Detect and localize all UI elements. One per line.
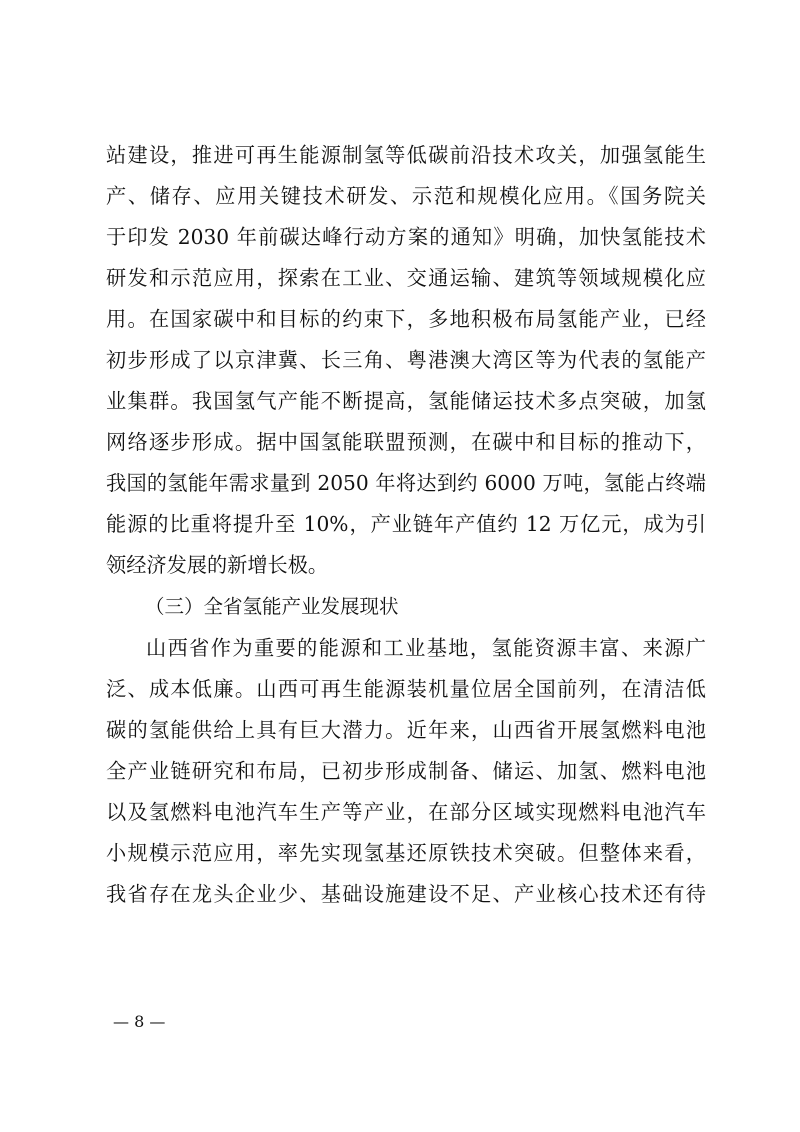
paragraph-line: 于印发 2030 年前碳达峰行动方案的通知》明确，加快氢能技术 [106,225,706,249]
paragraph-line: 全产业链研究和布局，已初步形成制备、储运、加氢、燃料电池 [106,759,706,783]
paragraph-line: 我国的氢能年需求量到 2050 年将达到约 6000 万吨，氢能占终端 [106,471,706,495]
paragraph-line: 碳的氢能供给上具有巨大潜力。近年来，山西省开展氢燃料电池 [106,718,706,742]
paragraph-line: 研发和示范应用，探索在工业、交通运输、建筑等领域规模化应 [106,266,706,290]
paragraph-line: 网络逐步形成。据中国氢能联盟预测，在碳中和目标的推动下， [106,430,706,454]
paragraph-line: 站建设，推进可再生能源制氢等低碳前沿技术攻关，加强氢能生 [106,143,706,167]
paragraph-line: 以及氢燃料电池汽车生产等产业，在部分区域实现燃料电池汽车 [106,800,706,824]
page-number: — 8 — [113,1012,166,1031]
paragraph-line: 用。在国家碳中和目标的约束下，多地积极布局氢能产业，已经 [106,307,706,331]
paragraph-line: 领经济发展的新增长极。 [106,553,329,577]
section-heading: （三）全省氢能产业发展现状 [145,595,399,618]
paragraph-line: 业集群。我国氢气产能不断提高，氢能储运技术多点突破，加氢 [106,389,706,413]
paragraph-line: 山西省作为重要的能源和工业基地，氢能资源丰富、来源广 [146,636,706,660]
paragraph-line: 泛、成本低廉。山西可再生能源装机量位居全国前列，在清洁低 [106,677,706,701]
paragraph-line: 产、储存、应用关键技术研发、示范和规模化应用。《国务院关 [106,184,706,208]
paragraph-line: 小规模示范应用，率先实现氢基还原铁技术突破。但整体来看， [106,841,706,865]
paragraph-line: 能源的比重将提升至 10%，产业链年产值约 12 万亿元，成为引 [106,512,706,536]
paragraph-line: 我省存在龙头企业少、基础设施建设不足、产业核心技术还有待 [106,882,706,906]
paragraph-line: 初步形成了以京津冀、长三角、粤港澳大湾区等为代表的氢能产 [106,348,706,372]
